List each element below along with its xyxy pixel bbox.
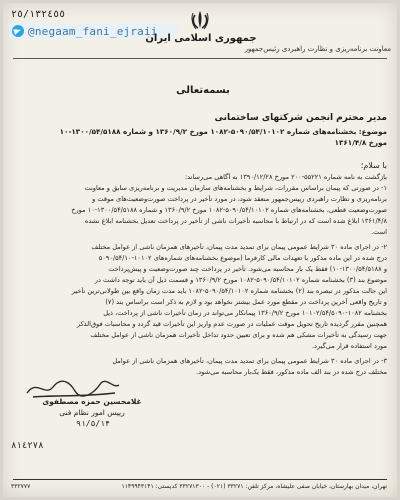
signatory-title: رییس امور نظام فنی bbox=[59, 408, 125, 417]
body-line: همچنین مقرر گردیده تاریخ تحویل موقت عملیات در صورت عدم واریز این تأخیرات قید گردد و محاسبات فوق‌الذکر bbox=[76, 320, 387, 328]
recipient: مدیر محترم انجمن شرکتهای ساختمانی bbox=[214, 113, 387, 123]
body-line: مورد استفاده قرار می‌گیرد. bbox=[311, 342, 387, 350]
iran-emblem-icon bbox=[189, 9, 211, 31]
signatory-name: غلامحسین حمزه مصطفوی bbox=[42, 397, 142, 406]
reference-number: ٢٥/١٣٢٤٥٥ bbox=[11, 9, 66, 20]
body-line: صورت‌وضعیت قطعی، بخشنامه‌های شماره ۵۰۹۰/۵۴/۱۰۱۰۲-۱۰۸۲ مورخ ۱۳۶۰/۹/۲ و شماره ۱۳۰۰/۵۴/۵۱۸۸-۱۰ مورخ bbox=[71, 206, 387, 214]
body-line: است. bbox=[371, 228, 387, 236]
body-line: ۲- در اجرای ماده ۳۰ شرایط عمومی پیمان برای تمدید مدت پیمان، تأخیرهای همزمان ناشی از عوامل مختلف bbox=[91, 243, 387, 251]
footer-divider bbox=[13, 479, 387, 480]
telegram-icon bbox=[12, 25, 24, 37]
body-line: این حالت مذکور در تبصره بند (۲) بخشنامه شماره ۵۰۹۰/۵۴/۱۰۱۰۲-۱۰۸۲ باید مدت زمان واقع بین طولانی‌ترین تأخیر bbox=[71, 287, 387, 295]
subject-line-2: مورخ ۱۳۶۱/۴/۸ bbox=[334, 138, 387, 147]
body-line: و تاریخ واقعی آخرین پرداخت در مقطع مورد عمل بیشتر نخواهد بود و لازم به ذکر است براساس بند (۷) bbox=[105, 298, 387, 306]
body-line: جهت رسیدگی به تأخیرات مشکی هم شده و برای تعیین حدود تداخل تأخیرات همزمان ناشی از عوامل مختلف bbox=[90, 331, 387, 339]
body-line: موضوع بند (۳) بخشنامه شماره ۵۰۹۰/۵۴/۱۰۱۰۲-۱۰۸۲ مورخ ۱۳۶۰/۹/۲ و قسمت ذیل آن باید توجه داشت در bbox=[94, 276, 387, 284]
body-line: مختلف درج شده در بند الف ماده مذکور، فقط یک‌بار محاسبه می‌شود. bbox=[196, 368, 387, 376]
body-line: ۳- در اجرای ماده ۳۰ شرایط عمومی پیمان برای تمدید مدت پیمان، تأخیرهای همزمان ناشی از عوامل bbox=[112, 357, 387, 365]
body-line: و ۱۳۰۰/۵۴/۵۱۸۸-۱۰) فقط یک بار محاسبه می‌شود. تأخیر در پرداخت چند صورت‌وضعیت و پیش‌پرداخت bbox=[108, 265, 387, 273]
bismillah: بسمه‌تعالی bbox=[176, 85, 230, 96]
footer-address: تهران، میدان بهارستان، خیابان صفی علیشاه، مرکز تلفن: ۳۳۲۷۱ (۰۲۱) - ۳۳۲۷۱۳۰۰ کدپستی: ۱۱۴۹۹۴۳۱۴۱ bbox=[121, 483, 387, 490]
org-title: جمهوری اسلامی ایران bbox=[145, 33, 257, 44]
subject-line-1: موضوع: بخشنامه‌های شماره ۵۰۹۰/۵۴/۱۰۱۰۲-۱۰۸۲ مورخ ۱۳۶۰/۹/۲ و شماره ۱۳۰۰/۵۴/۵۱۸۸-۱۰ bbox=[59, 127, 387, 136]
body-line: برنامه‌ریزی و نظارت راهبردی رییس‌جمهور منعقد شود، در مورد تأخیر در پرداخت صورت‌وضعیت‌های موقت و bbox=[92, 195, 387, 203]
body-line: ۱۳۶۱/۴/۸ ابلاغ شده است که در ارتباط با محاسبه تأخیرات ناشی از تأخیر در پرداخت تعدیل بخشنامه ابلاغ نشده bbox=[84, 217, 387, 225]
footer-code: ۳۳۲۷۷۷ bbox=[11, 483, 31, 490]
watermark-text: @negaam_fani_ejraii bbox=[28, 24, 158, 38]
letter-page bbox=[3, 3, 397, 497]
body-line: ۱- در صورتی که پیمان براساس مقررات، شرایط و بخشنامه‌های سازمان مدیریت و برنامه‌ریزی سابق و معاونت bbox=[84, 184, 387, 192]
org-subtitle: معاونت برنامه‌ریزی و نظارت راهبردی رئیس‌جمهور bbox=[244, 45, 391, 53]
greeting: با سلام؛ bbox=[360, 161, 387, 170]
body-line: درج شده در این ماده مذکور با تعهدات مالی کارفرما (موضوع بخشنامه‌های شماره‌های ۱۰۱۰۲-۵۰۹۰/۵۴/۱۰ bbox=[98, 254, 387, 262]
header-divider bbox=[13, 58, 387, 59]
body-line: بخشنامه ۱۰۸۲-۱۰۱۰۲/۵۴/۵۰۹۰ مورخ ۱۳۶۰/۹/۲ پیمانکار می‌تواند در زمان تأخیرات ناشی از پرداخت، ذیل bbox=[103, 309, 387, 317]
body-line: بازگشت به نامه شماره ۵۵۲۲۱-۲۰۰ مورخ ۱۳۹۰/۱۲/۲۸ به آگاهی می‌رساند: bbox=[184, 173, 387, 181]
stamp-number: ٨١٤٢٧٨ bbox=[11, 441, 44, 451]
signature-date: ۹۱/۵/۱۴ bbox=[76, 419, 110, 428]
